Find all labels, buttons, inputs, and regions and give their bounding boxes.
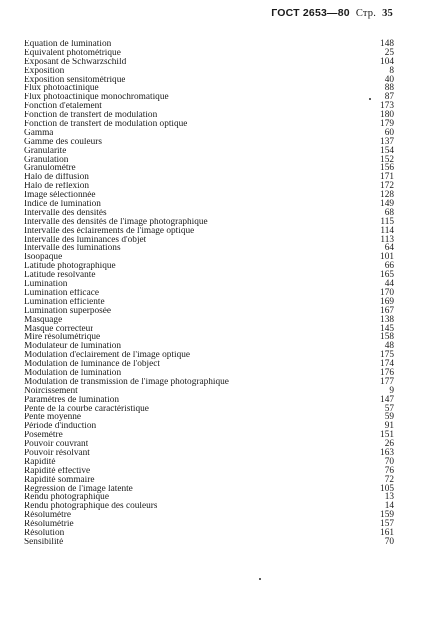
entry-page-number: 172 [380,181,394,192]
index-entry [24,485,394,494]
entry-page-number: 91 [384,421,394,432]
entry-term: Intervalle des densités de l'image photographique [24,217,208,227]
entry-page-number: 151 [380,430,394,441]
index-entry [24,307,394,316]
entry-page-number: 161 [380,527,394,538]
entry-term: Lumination efficace [24,288,99,298]
index-entry [24,271,394,280]
index-entry [24,84,394,93]
entry-page-number: 14 [384,501,394,512]
index-entry [24,396,394,405]
entry-page-number: 105 [380,483,394,494]
entry-page-number: 57 [384,403,394,414]
entry-page-number: 174 [380,359,394,370]
index-entry [24,493,394,502]
entry-term: Lumination superposée [24,306,112,316]
entry-term: Rendu photographique des couleurs [24,502,158,512]
index-entry [24,422,394,431]
entry-term: Rapidité [24,457,56,467]
index-entry [24,102,394,111]
standard-number: ГОСТ 2653—80 [271,7,350,19]
entry-term: Masquage [24,315,63,325]
scan-speck [369,98,371,100]
entry-page-number: 173 [380,101,394,112]
index-entry [24,280,394,289]
entry-page-number: 9 [389,385,394,396]
entry-term: Isoopaque [24,253,63,263]
index-entry [24,325,394,334]
page-header [271,7,393,19]
index-entry [24,476,394,485]
entry-term: Mire résolumétrique [24,333,101,343]
index-entry [24,218,394,227]
entry-term: Équivalent photométrique [24,48,121,58]
entry-page-number: 138 [380,314,394,325]
entry-term: Fonction d'etalement [24,102,102,112]
entry-term: Pente de la courbe caractéristique [24,404,149,414]
index-entry [24,129,394,138]
entry-page-number: 179 [380,119,394,130]
entry-term: Gamma [24,128,54,138]
term-index-list [24,40,394,547]
entry-page-number: 154 [380,145,394,156]
entry-page-number: 165 [380,270,394,281]
entry-page-number: 157 [380,519,394,530]
entry-term: Rapidité effective [24,466,91,476]
entry-page-number: 169 [380,296,394,307]
entry-page-number: 176 [380,367,394,378]
index-entry [24,342,394,351]
entry-page-number: 158 [380,332,394,343]
entry-term: Résolution [24,528,65,538]
entry-term: Latitude resolvante [24,271,96,281]
entry-term: Flux photoactinique [24,84,99,94]
entry-page-number: 76 [384,465,394,476]
index-entry [24,520,394,529]
entry-page-number: 48 [384,341,394,352]
index-entry [24,49,394,58]
entry-page-number: 66 [384,261,394,272]
entry-term: Modulateur de lumination [24,342,122,352]
index-entry [24,440,394,449]
index-entry [24,413,394,422]
entry-term: Intervalle des luminances d'objet [24,235,147,245]
entry-page-number: 113 [380,234,394,245]
entry-term: Intervalle des densités [24,208,107,218]
entry-page-number: 163 [380,447,394,458]
index-entry [24,298,394,307]
index-entry [24,164,394,173]
index-entry [24,200,394,209]
entry-page-number: 114 [380,225,394,236]
entry-page-number: 59 [384,412,394,423]
index-entry [24,333,394,342]
entry-page-number: 128 [380,190,394,201]
entry-term: Équation de lumination [24,40,112,49]
index-entry [24,209,394,218]
index-entry [24,369,394,378]
entry-term: Pouvoir résolvant [24,448,90,458]
entry-page-number: 64 [384,243,394,254]
entry-term: Granularite [24,146,67,156]
index-entry [24,360,394,369]
entry-page-number: 175 [380,350,394,361]
entry-term: Exposition sensitométrique [24,75,126,85]
index-entry [24,156,394,165]
entry-page-number: 149 [380,199,394,210]
entry-term: Intervalle des luminations [24,244,121,254]
entry-page-number: 8 [389,65,394,76]
page-number: 35 [382,8,393,19]
index-entry [24,405,394,414]
entry-term: Rapidité sommaire [24,475,95,485]
entry-page-number: 159 [380,510,394,521]
entry-page-number: 72 [384,474,394,485]
entry-term: Sensibilité [24,537,64,547]
index-entry [24,111,394,120]
entry-page-number: 156 [380,163,394,174]
entry-page-number: 115 [380,216,394,227]
entry-term: Résolumétrie [24,520,74,529]
index-entry [24,387,394,396]
entry-term: Modulation de luminance de l'object [24,360,160,369]
entry-page-number: 101 [380,252,394,263]
entry-page-number: 152 [380,154,394,165]
index-entry [24,502,394,511]
index-entry [24,538,394,547]
index-entry [24,431,394,440]
entry-page-number: 145 [380,323,394,334]
entry-term: Posemètre [24,431,63,441]
entry-page-number: 87 [384,92,394,103]
index-entry [24,120,394,129]
entry-page-number: 171 [380,172,394,183]
entry-term: Pente moyenne [24,413,82,423]
entry-page-number: 13 [384,492,394,503]
entry-term: Halo de diffusion [24,173,89,183]
entry-page-number: 148 [380,39,394,49]
entry-page-number: 25 [384,47,394,58]
index-entry [24,173,394,182]
index-entry [24,458,394,467]
index-entry [24,191,394,200]
entry-term: Période d'induction [24,422,97,432]
entry-term: Paramètres de lumination [24,395,120,405]
index-entry [24,227,394,236]
entry-term: Granulomètre [24,164,76,174]
index-entry [24,529,394,538]
entry-page-number: 147 [380,394,394,405]
index-entry [24,289,394,298]
index-entry [24,378,394,387]
page-label: Стр. [355,8,377,19]
entry-term: Modulation d'eclairement de l'image optique [24,351,190,361]
entry-page-number: 70 [384,536,394,547]
entry-term: Lumination efficiente [24,297,105,307]
entry-term: Fonction de transfert de modulation [24,111,158,121]
entry-term: Exposition [24,66,65,76]
entry-page-number: 44 [384,279,394,290]
entry-term: Intervalle des éclairements de l'image optique [24,226,195,236]
entry-term: Granulation [24,155,69,165]
index-entry [24,138,394,147]
entry-term: Fonction de transfert de modulation optique [24,120,188,129]
entry-term: Rendu photographique [24,493,109,503]
entry-page-number: 167 [380,305,394,316]
entry-term: Indice de lumination [24,200,101,209]
entry-term: Lumination [24,280,68,289]
entry-page-number: 104 [380,56,394,67]
entry-page-number: 88 [384,83,394,94]
entry-term: Halo de reflexion [24,182,90,192]
entry-term: Gamme des couleurs [24,137,102,147]
entry-term: Pouvoir couvrant [24,440,89,449]
entry-page-number: 180 [380,110,394,121]
index-entry [24,147,394,156]
entry-term: Noircissement [24,386,78,396]
entry-page-number: 26 [384,439,394,450]
index-entry [24,67,394,76]
entry-term: Regression de l'image latente [24,484,133,494]
entry-term: Modulation de transmission de l'image photographique [24,377,229,387]
index-entry [24,93,394,102]
index-entry [24,351,394,360]
entry-term: Modulation de lumination [24,368,122,378]
index-entry [24,253,394,262]
entry-page-number: 137 [380,136,394,147]
entry-page-number: 68 [384,207,394,218]
index-entry [24,449,394,458]
entry-page-number: 40 [384,74,394,85]
scan-speck [259,578,261,580]
entry-term: Latitude photographique [24,262,116,272]
entry-page-number: 170 [380,287,394,298]
entry-term: Image sélectionnée [24,191,96,201]
index-entry [24,467,394,476]
index-entry [24,316,394,325]
index-entry [24,58,394,67]
index-entry [24,262,394,271]
index-entry [24,511,394,520]
entry-term: Exposant de Schwarzschild [24,57,127,67]
entry-term: Masque correcteur [24,324,94,334]
entry-page-number: 60 [384,127,394,138]
entry-term: Flux photoactinique monochromatique [24,93,169,103]
entry-page-number: 177 [380,376,394,387]
index-entry [24,244,394,253]
index-entry [24,76,394,85]
index-entry [24,40,394,49]
index-entry [24,236,394,245]
entry-page-number: 70 [384,456,394,467]
index-entry [24,182,394,191]
entry-term: Résolumètre [24,511,71,521]
